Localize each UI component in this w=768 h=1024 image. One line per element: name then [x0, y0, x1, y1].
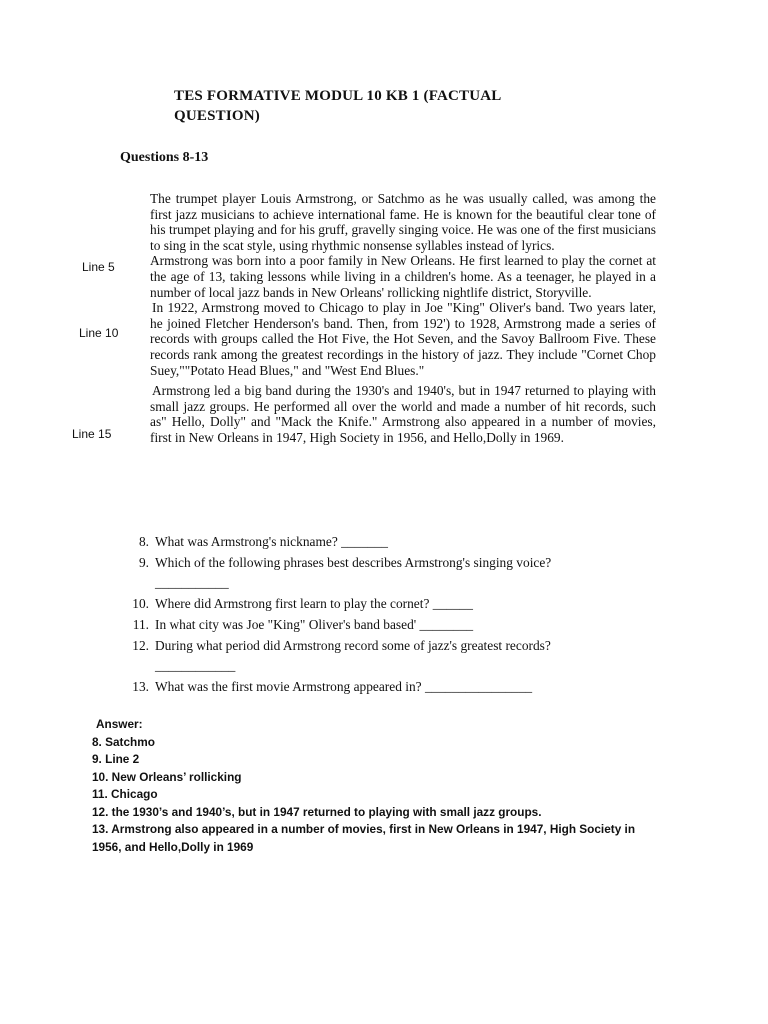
passage-paragraph: Armstrong was born into a poor family in New Orleans. He first learned to play the cornet at the age of 13, taking lessons while living in a children's home. As a teenager, he played in a number of local jazz bands in New Orleans' rollicking nightlife district, Storyville.	[150, 253, 656, 300]
question-number: 11.	[132, 617, 149, 632]
question-text: What was Armstrong's nickname? _______	[155, 534, 388, 549]
title-line-2: QUESTION)	[174, 108, 260, 124]
line-marker-15: Line 15	[72, 427, 112, 441]
line-marker-10: Line 10	[79, 326, 119, 340]
question-number: 13.	[132, 679, 149, 694]
answer-item: 12. the 1930’s and 1940’s, but in 1947 returned to playing with small jazz groups.	[92, 804, 542, 819]
question-text: During what period did Armstrong record some of jazz's greatest records?____________	[155, 638, 551, 673]
passage-paragraph: In 1922, Armstrong moved to Chicago to play in Joe "King" Oliver's band. Two years later, he joined Fletcher Henderson's band. Then, from 192') to 1928, Armstrong made a series of records with groups called the Hot Five, the Hot Seven, and the Savoy Ballroom Five. These records rank among the greatest recordings in the history of jazz. They include "Cornet Chop Suey,""Potato Head Blues," and "West End Blues."	[150, 300, 656, 378]
question-item	[118, 677, 588, 697]
answer-heading: Answer:	[96, 717, 143, 731]
answer-key	[92, 716, 652, 856]
question-list	[118, 532, 588, 698]
question-item	[118, 636, 588, 676]
title-line-1: TES FORMATIVE MODUL 10 KB 1 (FACTUAL	[174, 88, 502, 104]
question-item	[118, 594, 588, 614]
question-item	[118, 553, 588, 593]
page-title	[174, 86, 574, 126]
question-text: In what city was Joe "King" Oliver's band based' ________	[155, 617, 474, 632]
question-text: Which of the following phrases best describes Armstrong's singing voice?___________	[155, 555, 552, 590]
question-number: 10.	[132, 596, 149, 611]
answer-item: 8. Satchmo	[92, 734, 155, 749]
question-number: 12.	[132, 638, 149, 653]
passage-paragraph: The trumpet player Louis Armstrong, or Satchmo as he was usually called, was among the first jazz musicians to achieve international fame. He is known for the beautiful clear tone of his trumpet playing and for his gruff, gravelly singing voice. He was one of the first musicians to sing in the scat style, using rhythmic nonsense syllables instead of lyrics.	[150, 191, 656, 253]
question-item	[118, 615, 588, 635]
question-number: 8.	[138, 534, 149, 549]
question-text: What was the first movie Armstrong appeared in? ________________	[155, 679, 533, 694]
passage-paragraph: Armstrong led a big band during the 1930's and 1940's, but in 1947 returned to playing with small jazz groups. He performed all over the world and made a number of hit records, such as" Hello, Dolly" and "Mack the Knife." Armstrong also appeared in a number of movies, first in New Orleans in 1947, High Society in 1956, and Hello,Dolly in 1969.	[150, 383, 656, 445]
answer-item: 11. Chicago	[92, 787, 158, 801]
reading-passage	[150, 191, 656, 446]
answer-item: 9. Line 2	[92, 752, 140, 766]
answer-item: 10. New Orleans’ rollicking	[92, 769, 242, 784]
questions-subheading: Questions 8-13	[120, 150, 209, 165]
question-text: Where did Armstrong first learn to play the cornet? ______	[155, 596, 473, 611]
line-marker-5: Line 5	[82, 260, 115, 274]
question-number: 9.	[138, 555, 149, 570]
question-item	[118, 532, 588, 552]
answer-item: 13. Armstrong also appeared in a number of movies, first in New Orleans in 1947, High Society in 1956, and Hello,Dolly in 1969	[92, 822, 636, 854]
